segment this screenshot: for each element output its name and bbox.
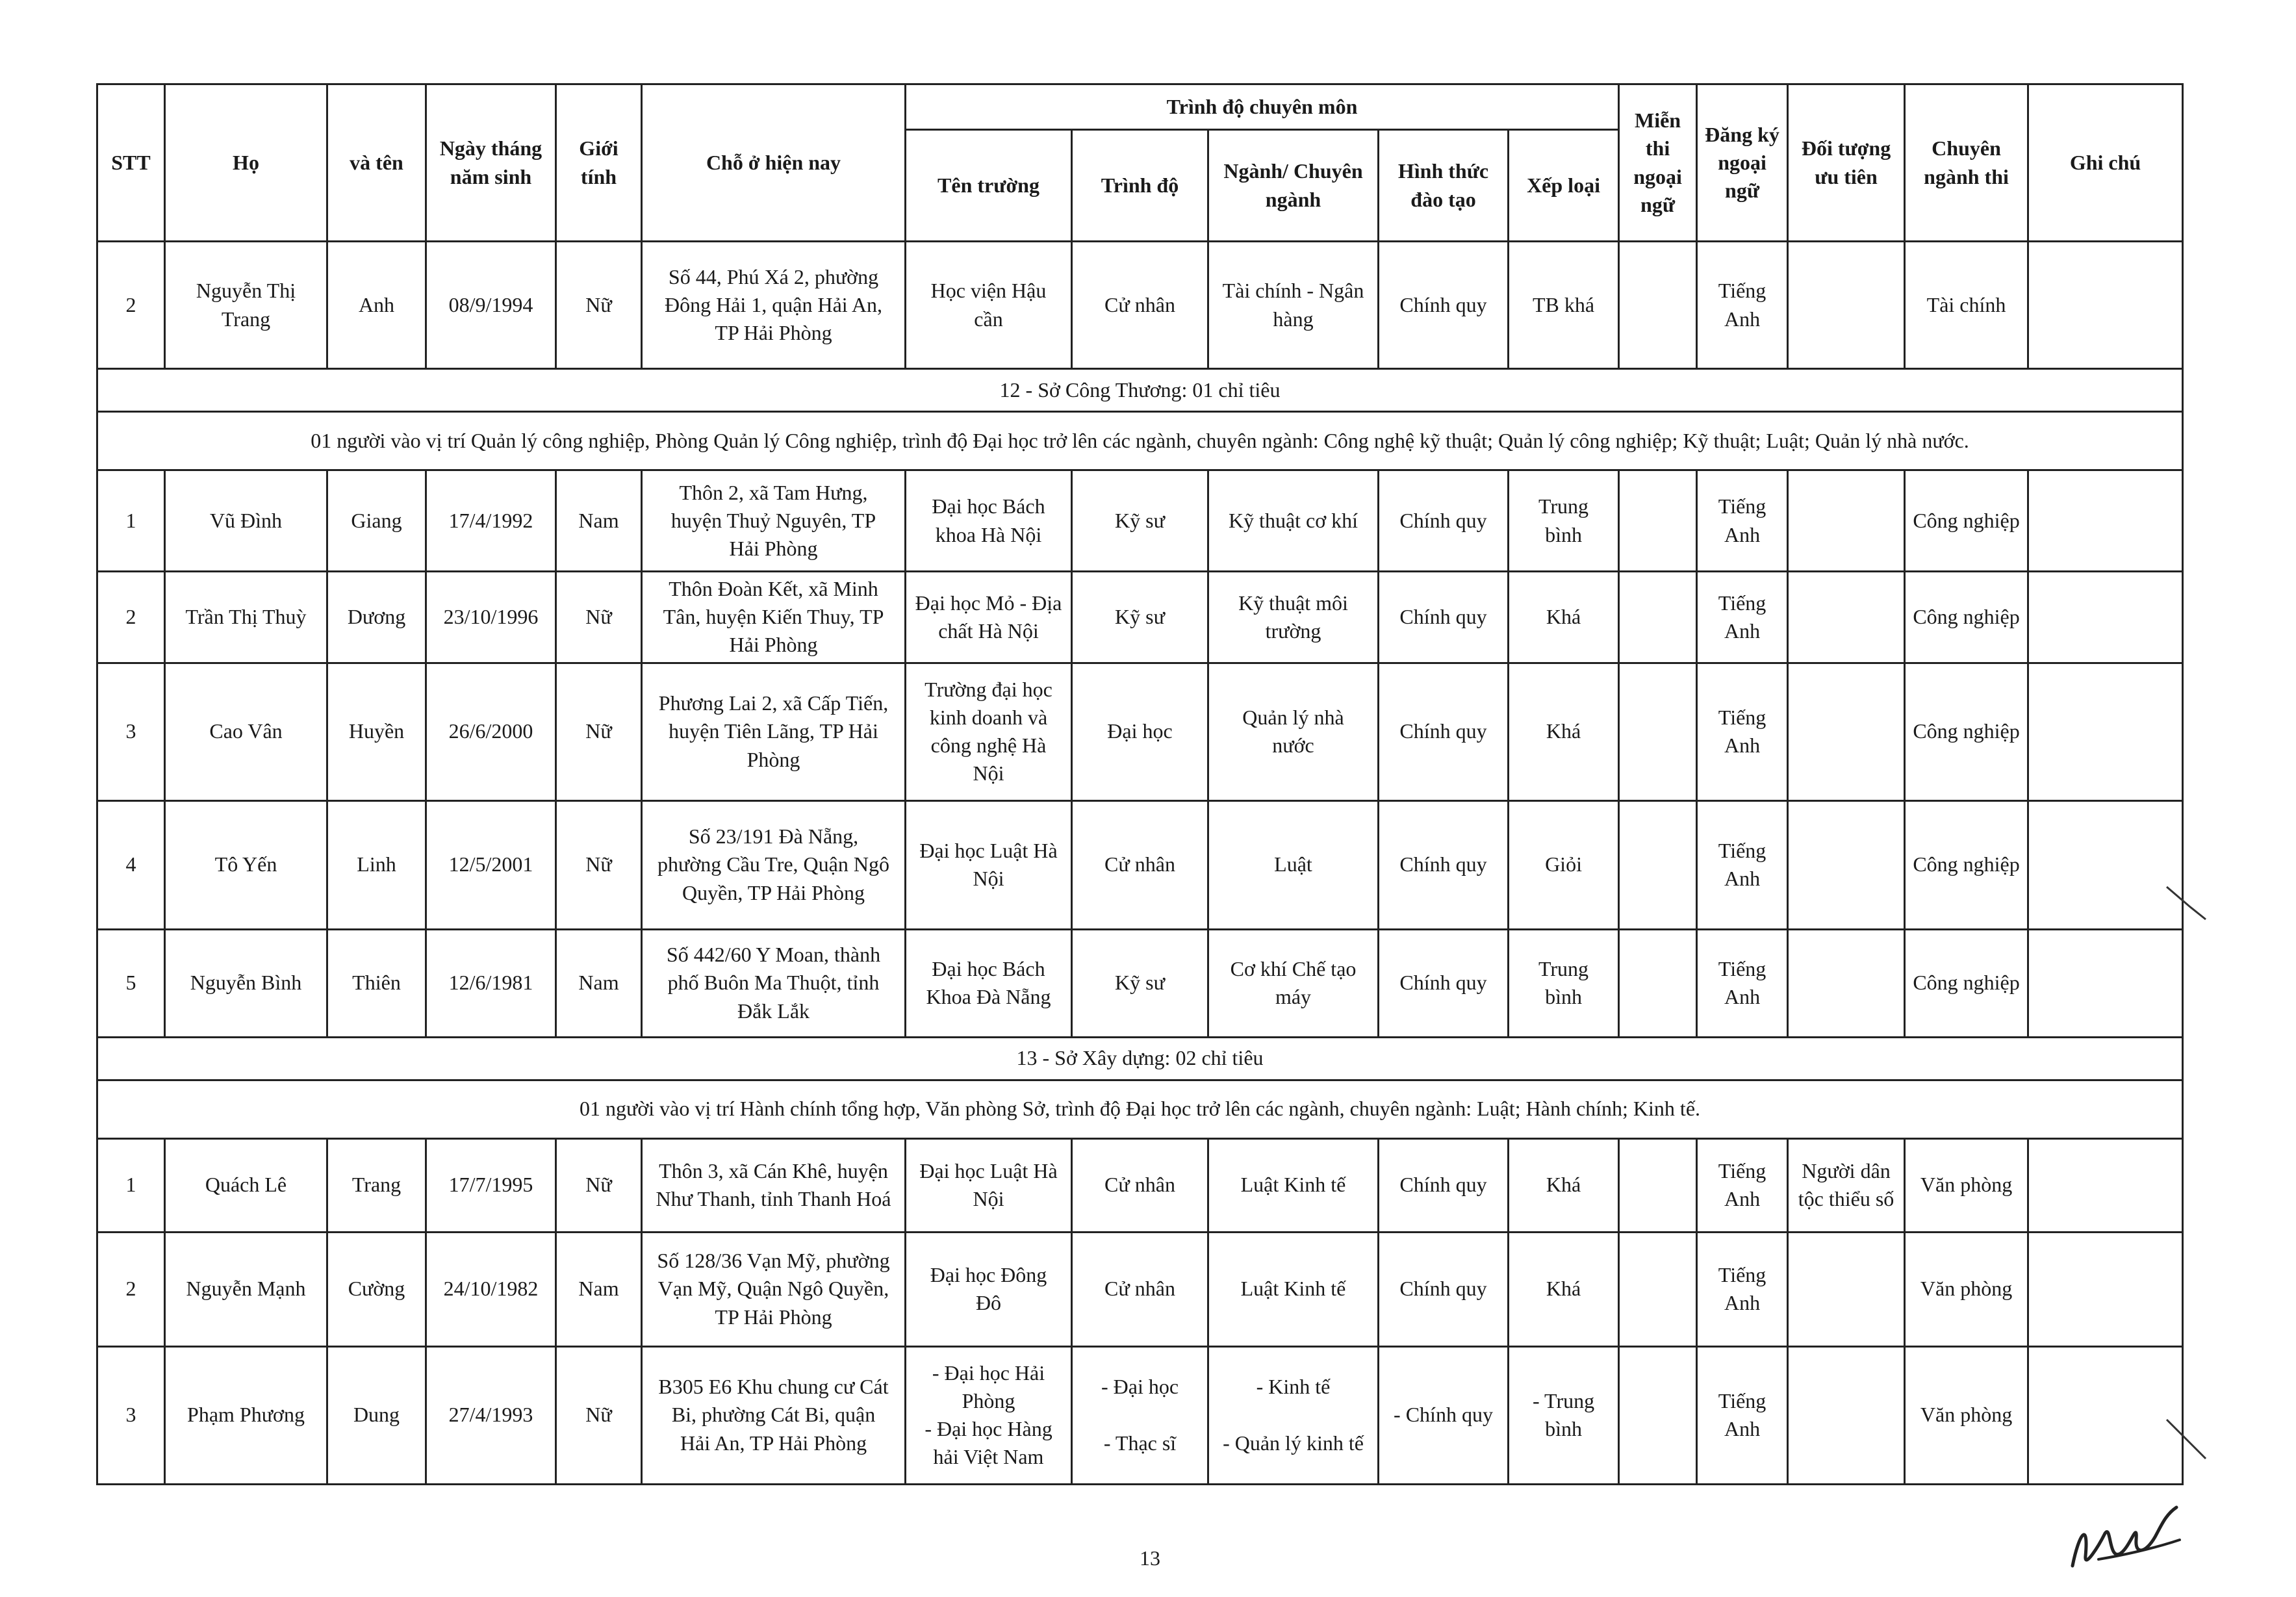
cell-exam-field: Công nghiệp bbox=[1905, 470, 2028, 572]
cell-lang: Tiếng Anh bbox=[1697, 1138, 1788, 1232]
cell-grade: Khá bbox=[1509, 663, 1619, 800]
cell-stt: 2 bbox=[97, 242, 165, 369]
cell-exempt bbox=[1619, 470, 1697, 572]
table-row bbox=[97, 470, 2183, 572]
cell-priority bbox=[1788, 663, 1905, 800]
table-row bbox=[97, 929, 2183, 1037]
cell-exempt bbox=[1619, 242, 1697, 369]
cell-grade: Khá bbox=[1509, 1232, 1619, 1346]
header-mode: Hình thức đào tạo bbox=[1379, 130, 1509, 242]
cell-ho: Nguyễn Bình bbox=[165, 929, 327, 1037]
cell-priority bbox=[1788, 1232, 1905, 1346]
cell-note bbox=[2028, 663, 2183, 800]
cell-mode: Chính quy bbox=[1379, 929, 1509, 1037]
cell-ho: Tô Yến bbox=[165, 800, 327, 929]
cell-level: Kỹ sư bbox=[1072, 929, 1208, 1037]
cell-lang: Tiếng Anh bbox=[1697, 1346, 1788, 1484]
cell-major: Tài chính - Ngân hàng bbox=[1208, 242, 1379, 369]
table-row bbox=[97, 663, 2183, 800]
cell-address: Số 44, Phú Xá 2, phường Đông Hải 1, quận Hải An, TP Hải Phòng bbox=[642, 242, 906, 369]
cell-level: Cử nhân bbox=[1072, 800, 1208, 929]
section-position bbox=[97, 412, 2183, 470]
cell-mode: - Chính quy bbox=[1379, 1346, 1509, 1484]
header-major: Ngành/ Chuyên ngành bbox=[1208, 130, 1379, 242]
cell-ten: Linh bbox=[327, 800, 426, 929]
header-school: Tên trường bbox=[906, 130, 1072, 242]
cell-lang: Tiếng Anh bbox=[1697, 470, 1788, 572]
cell-dob: 27/4/1993 bbox=[426, 1346, 556, 1484]
cell-mode: Chính quy bbox=[1379, 1138, 1509, 1232]
cell-exam-field: Văn phòng bbox=[1905, 1232, 2028, 1346]
cell-priority bbox=[1788, 929, 1905, 1037]
section-position-text: 01 người vào vị trí Quản lý công nghiệp, Phòng Quản lý Công nghiệp, trình độ Đại học trở lên các ngành, chuyên ngành: Công nghệ kỹ thuật; Quản lý công nghiệp; Kỹ thuật; Luật; Quản lý nhà nước. bbox=[97, 412, 2183, 470]
cell-lang: Tiếng Anh bbox=[1697, 800, 1788, 929]
cell-dob: 08/9/1994 bbox=[426, 242, 556, 369]
cell-dob: 26/6/2000 bbox=[426, 663, 556, 800]
section-title-text: 13 - Sở Xây dựng: 02 chỉ tiêu bbox=[97, 1037, 2183, 1080]
header-gender: Giới tính bbox=[556, 84, 642, 242]
table-row bbox=[97, 1232, 2183, 1346]
cell-exam-field: Tài chính bbox=[1905, 242, 2028, 369]
cell-ho: Vũ Đình bbox=[165, 470, 327, 572]
cell-lang: Tiếng Anh bbox=[1697, 572, 1788, 663]
cell-lang: Tiếng Anh bbox=[1697, 1232, 1788, 1346]
cell-grade: Trung bình bbox=[1509, 929, 1619, 1037]
cell-level: Kỹ sư bbox=[1072, 470, 1208, 572]
header-dob: Ngày tháng năm sinh bbox=[426, 84, 556, 242]
cell-exam-field: Công nghiệp bbox=[1905, 929, 2028, 1037]
cell-address: Phương Lai 2, xã Cấp Tiến, huyện Tiên Lãng, TP Hải Phòng bbox=[642, 663, 906, 800]
cell-address: Số 442/60 Y Moan, thành phố Buôn Ma Thuột, tỉnh Đắk Lắk bbox=[642, 929, 906, 1037]
cell-ten: Huyền bbox=[327, 663, 426, 800]
section-title-text: 12 - Sở Công Thương: 01 chỉ tiêu bbox=[97, 369, 2183, 412]
cell-exam-field: Văn phòng bbox=[1905, 1346, 2028, 1484]
page-number: 13 bbox=[1140, 1546, 1160, 1570]
cell-address: Thôn 2, xã Tam Hưng, huyện Thuỷ Nguyên, TP Hải Phòng bbox=[642, 470, 906, 572]
cell-exam-field: Công nghiệp bbox=[1905, 800, 2028, 929]
cell-grade: Khá bbox=[1509, 572, 1619, 663]
cell-mode: Chính quy bbox=[1379, 470, 1509, 572]
cell-lang: Tiếng Anh bbox=[1697, 663, 1788, 800]
table-row bbox=[97, 572, 2183, 663]
header-priority: Đối tượng ưu tiên bbox=[1788, 84, 1905, 242]
cell-major: Luật bbox=[1208, 800, 1379, 929]
margin-tick-mark bbox=[2163, 1416, 2209, 1462]
cell-priority: Người dân tộc thiểu số bbox=[1788, 1138, 1905, 1232]
cell-note bbox=[2028, 572, 2183, 663]
header-grade: Xếp loại bbox=[1509, 130, 1619, 242]
cell-note bbox=[2028, 470, 2183, 572]
cell-stt: 1 bbox=[97, 470, 165, 572]
cell-ho: Phạm Phương bbox=[165, 1346, 327, 1484]
cell-address: Thôn 3, xã Cán Khê, huyện Như Thanh, tỉnh Thanh Hoá bbox=[642, 1138, 906, 1232]
section-position bbox=[97, 1080, 2183, 1138]
cell-ten: Trang bbox=[327, 1138, 426, 1232]
cell-mode: Chính quy bbox=[1379, 663, 1509, 800]
cell-address: Số 23/191 Đà Nẵng, phường Cầu Tre, Quận Ngô Quyền, TP Hải Phòng bbox=[642, 800, 906, 929]
cell-gender: Nữ bbox=[556, 1346, 642, 1484]
cell-note bbox=[2028, 1232, 2183, 1346]
cell-ho: Trần Thị Thuỳ bbox=[165, 572, 327, 663]
cell-major: Cơ khí Chế tạo máy bbox=[1208, 929, 1379, 1037]
header-ten: và tên bbox=[327, 84, 426, 242]
cell-note bbox=[2028, 800, 2183, 929]
cell-stt: 4 bbox=[97, 800, 165, 929]
cell-ten: Anh bbox=[327, 242, 426, 369]
cell-exempt bbox=[1619, 800, 1697, 929]
cell-school: Học viện Hậu cần bbox=[906, 242, 1072, 369]
cell-mode: Chính quy bbox=[1379, 572, 1509, 663]
cell-gender: Nam bbox=[556, 470, 642, 572]
table-row bbox=[97, 242, 2183, 369]
cell-stt: 5 bbox=[97, 929, 165, 1037]
cell-dob: 23/10/1996 bbox=[426, 572, 556, 663]
cell-level: - Đại học - Thạc sĩ bbox=[1072, 1346, 1208, 1484]
cell-exempt bbox=[1619, 663, 1697, 800]
candidate-table bbox=[96, 83, 2184, 1485]
cell-school: Đại học Luật Hà Nội bbox=[906, 800, 1072, 929]
cell-major: Kỹ thuật cơ khí bbox=[1208, 470, 1379, 572]
cell-gender: Nữ bbox=[556, 800, 642, 929]
cell-level: Cử nhân bbox=[1072, 1138, 1208, 1232]
cell-grade: Giỏi bbox=[1509, 800, 1619, 929]
cell-ten: Cường bbox=[327, 1232, 426, 1346]
cell-school: Trường đại học kinh doanh và công nghệ Hà Nội bbox=[906, 663, 1072, 800]
cell-grade: Trung bình bbox=[1509, 470, 1619, 572]
header-address: Chỗ ở hiện nay bbox=[642, 84, 906, 242]
cell-note bbox=[2028, 1346, 2183, 1484]
cell-level: Cử nhân bbox=[1072, 1232, 1208, 1346]
cell-school: Đại học Bách Khoa Đà Nẵng bbox=[906, 929, 1072, 1037]
handwritten-signature bbox=[2060, 1494, 2183, 1579]
cell-ho: Nguyễn Mạnh bbox=[165, 1232, 327, 1346]
cell-mode: Chính quy bbox=[1379, 1232, 1509, 1346]
cell-stt: 3 bbox=[97, 663, 165, 800]
cell-major: Quản lý nhà nước bbox=[1208, 663, 1379, 800]
header-level: Trình độ bbox=[1072, 130, 1208, 242]
cell-lang: Tiếng Anh bbox=[1697, 929, 1788, 1037]
cell-priority bbox=[1788, 800, 1905, 929]
cell-ten: Dương bbox=[327, 572, 426, 663]
header-register-lang: Đăng ký ngoại ngữ bbox=[1697, 84, 1788, 242]
cell-dob: 12/5/2001 bbox=[426, 800, 556, 929]
header-exempt: Miễn thi ngoại ngữ bbox=[1619, 84, 1697, 242]
cell-exam-field: Công nghiệp bbox=[1905, 663, 2028, 800]
cell-ho: Nguyễn Thị Trang bbox=[165, 242, 327, 369]
cell-ten: Dung bbox=[327, 1346, 426, 1484]
cell-ho: Cao Vân bbox=[165, 663, 327, 800]
table-row bbox=[97, 1346, 2183, 1484]
cell-lang: Tiếng Anh bbox=[1697, 242, 1788, 369]
cell-dob: 24/10/1982 bbox=[426, 1232, 556, 1346]
cell-ten: Giang bbox=[327, 470, 426, 572]
cell-exam-field: Văn phòng bbox=[1905, 1138, 2028, 1232]
cell-note bbox=[2028, 1138, 2183, 1232]
cell-grade: Khá bbox=[1509, 1138, 1619, 1232]
cell-note bbox=[2028, 242, 2183, 369]
cell-priority bbox=[1788, 572, 1905, 663]
cell-major: - Kinh tế - Quản lý kinh tế bbox=[1208, 1346, 1379, 1484]
cell-exempt bbox=[1619, 1138, 1697, 1232]
header-qualification-group: Trình độ chuyên môn bbox=[906, 84, 1619, 130]
cell-priority bbox=[1788, 242, 1905, 369]
header-stt: STT bbox=[97, 84, 165, 242]
cell-gender: Nữ bbox=[556, 572, 642, 663]
table-row bbox=[97, 800, 2183, 929]
cell-mode: Chính quy bbox=[1379, 242, 1509, 369]
cell-gender: Nữ bbox=[556, 242, 642, 369]
cell-stt: 2 bbox=[97, 572, 165, 663]
cell-stt: 3 bbox=[97, 1346, 165, 1484]
cell-stt: 2 bbox=[97, 1232, 165, 1346]
cell-school: Đại học Đông Đô bbox=[906, 1232, 1072, 1346]
cell-major: Luật Kinh tế bbox=[1208, 1138, 1379, 1232]
cell-school: Đại học Bách khoa Hà Nội bbox=[906, 470, 1072, 572]
section-title bbox=[97, 369, 2183, 412]
table-header bbox=[97, 84, 2183, 242]
header-note: Ghi chú bbox=[2028, 84, 2183, 242]
cell-ho: Quách Lê bbox=[165, 1138, 327, 1232]
cell-address: B305 E6 Khu chung cư Cát Bi, phường Cát Bi, quận Hải An, TP Hải Phòng bbox=[642, 1346, 906, 1484]
cell-school: Đại học Mỏ - Địa chất Hà Nội bbox=[906, 572, 1072, 663]
cell-mode: Chính quy bbox=[1379, 800, 1509, 929]
cell-ten: Thiên bbox=[327, 929, 426, 1037]
cell-exam-field: Công nghiệp bbox=[1905, 572, 2028, 663]
cell-exempt bbox=[1619, 1346, 1697, 1484]
table-row bbox=[97, 1138, 2183, 1232]
section-title bbox=[97, 1037, 2183, 1080]
section-position-text: 01 người vào vị trí Hành chính tổng hợp, Văn phòng Sở, trình độ Đại học trở lên các ngành, chuyên ngành: Luật; Hành chính; Kinh tế. bbox=[97, 1080, 2183, 1138]
cell-dob: 17/7/1995 bbox=[426, 1138, 556, 1232]
header-exam-field: Chuyên ngành thi bbox=[1905, 84, 2028, 242]
cell-level: Kỹ sư bbox=[1072, 572, 1208, 663]
cell-level: Đại học bbox=[1072, 663, 1208, 800]
cell-school: - Đại học Hải Phòng - Đại học Hàng hải Việt Nam bbox=[906, 1346, 1072, 1484]
cell-priority bbox=[1788, 1346, 1905, 1484]
table-body bbox=[97, 242, 2183, 1485]
header-ho: Họ bbox=[165, 84, 327, 242]
cell-exempt bbox=[1619, 929, 1697, 1037]
cell-major: Luật Kinh tế bbox=[1208, 1232, 1379, 1346]
cell-grade: TB khá bbox=[1509, 242, 1619, 369]
cell-stt: 1 bbox=[97, 1138, 165, 1232]
margin-tick-mark bbox=[2163, 884, 2209, 923]
cell-note bbox=[2028, 929, 2183, 1037]
cell-major: Kỹ thuật môi trường bbox=[1208, 572, 1379, 663]
cell-dob: 12/6/1981 bbox=[426, 929, 556, 1037]
cell-exempt bbox=[1619, 1232, 1697, 1346]
cell-gender: Nữ bbox=[556, 663, 642, 800]
cell-dob: 17/4/1992 bbox=[426, 470, 556, 572]
cell-address: Thôn Đoàn Kết, xã Minh Tân, huyện Kiến Thuy, TP Hải Phòng bbox=[642, 572, 906, 663]
cell-school: Đại học Luật Hà Nội bbox=[906, 1138, 1072, 1232]
cell-gender: Nữ bbox=[556, 1138, 642, 1232]
cell-priority bbox=[1788, 470, 1905, 572]
cell-grade: - Trung bình bbox=[1509, 1346, 1619, 1484]
cell-gender: Nam bbox=[556, 1232, 642, 1346]
cell-exempt bbox=[1619, 572, 1697, 663]
cell-level: Cử nhân bbox=[1072, 242, 1208, 369]
cell-address: Số 128/36 Vạn Mỹ, phường Vạn Mỹ, Quận Ngô Quyền, TP Hải Phòng bbox=[642, 1232, 906, 1346]
cell-gender: Nam bbox=[556, 929, 642, 1037]
